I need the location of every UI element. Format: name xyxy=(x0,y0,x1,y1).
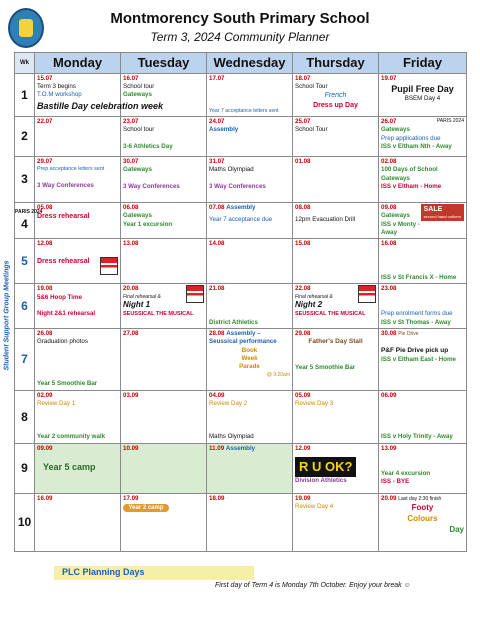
day-cell: 27.08 xyxy=(121,329,207,391)
day-cell: 06.09 ISS v Holy Trinity - Away xyxy=(379,390,467,443)
day-cell: 14.08 xyxy=(207,239,293,284)
col-tuesday: Tuesday xyxy=(121,53,207,74)
day-cell: 20.09 Last day 2:30 finish Footy Colours Day xyxy=(379,493,467,551)
planner-table xyxy=(14,52,467,552)
day-cell: 16.07 School tour Gateways xyxy=(121,73,207,116)
day-cell: 21.08 District Athletics xyxy=(207,284,293,329)
week-number: 3 xyxy=(15,157,35,203)
day-cell: 16.08 ISS v St Francis X - Home xyxy=(379,239,467,284)
day-cell: 29.08 Father's Day Stall Year 5 Smoothie Bar xyxy=(293,329,379,391)
week-number: 2 xyxy=(15,117,35,157)
header xyxy=(0,0,480,52)
week-number: 5 xyxy=(15,239,35,284)
footer-note: First day of Term 4 is Monday 7th October. Enjoy your break ☺ xyxy=(215,582,411,589)
sale-badge: SALE second hand uniform xyxy=(421,204,464,221)
week-row xyxy=(15,329,467,391)
week-number: 6 xyxy=(15,284,35,329)
day-cell: 25.07 School Tour xyxy=(293,117,379,157)
day-cell: 31.07 Maths Olympiad 3 Way Conferences xyxy=(207,157,293,203)
day-cell: 10.09 xyxy=(121,443,207,493)
ruok-logo: R U OK? xyxy=(295,457,356,477)
day-cell: 23.08 Prep enrolment forms due ISS v St Thomas - Away xyxy=(379,284,467,329)
day-cell: 26.07 PARIS 2024 Gateways Prep applications due ISS v Eltham Nth - Away xyxy=(379,117,467,157)
day-cell: 23.07 School tour 3-6 Athletics Day xyxy=(121,117,207,157)
page-title: Montmorency South Primary School xyxy=(110,10,370,27)
week-number: 9 xyxy=(15,443,35,493)
day-cell: 04.09 Review Day 2 Maths Olympiad xyxy=(207,390,293,443)
day-cell: 22.07 xyxy=(35,117,121,157)
week-number: 1 xyxy=(15,73,35,116)
day-cell: 18.09 xyxy=(207,493,293,551)
day-cell: 24.07 Assembly xyxy=(207,117,293,157)
day-cell: 06.08 Gateways Year 1 excursion xyxy=(121,203,207,239)
day-cell: 08.08 12pm Evacuation Drill xyxy=(293,203,379,239)
week-row xyxy=(15,117,467,157)
week-row xyxy=(15,239,467,284)
page-subtitle: Term 3, 2024 Community Planner xyxy=(150,30,330,44)
day-cell: 01.08 xyxy=(293,157,379,203)
day-cell: 15.08 xyxy=(293,239,379,284)
day-cell: SALE second hand uniform 09.08 Gateways ISS v Monty - Away xyxy=(379,203,467,239)
day-cell: 15.07 Term 3 begins T.O.M workshop Bastille Day celebration week xyxy=(35,73,121,116)
day-cell: 19.07 Pupil Free Day BSEM Day 4 xyxy=(379,73,467,116)
day-cell: 16.09 xyxy=(35,493,121,551)
day-cell: 02.08 100 Days of School Gateways ISS v Eltham - Home xyxy=(379,157,467,203)
week-row xyxy=(15,284,467,329)
day-cell: 12.08 Dress rehearsal xyxy=(35,239,121,284)
day-cell: 26.08 Graduation photos Year 5 Smoothie Bar xyxy=(35,329,121,391)
day-cell: 12.09 R U OK? Division Athletics xyxy=(293,443,379,493)
day-cell: 07.08 Assembly Year 7 acceptance due xyxy=(207,203,293,239)
week-number: 8 xyxy=(15,390,35,443)
week-row xyxy=(15,390,467,443)
day-cell: 22.08 Final rehearsal & Night 2 SEUSSICAL THE MUSICAL xyxy=(293,284,379,329)
day-cell: 18.07 School Tour French Dress up Day xyxy=(293,73,379,116)
day-cell: 28.08 Assembly – Seussical performance Book Week Parade @ 9:20am xyxy=(207,329,293,391)
week-number: 10 xyxy=(15,493,35,551)
day-cell: 19.08 5&6 Hoop Time Night 2&1 rehearsal xyxy=(35,284,121,329)
week-row xyxy=(15,157,467,203)
col-week: Wk xyxy=(15,53,35,74)
day-cell: 02.09 Review Day 1 Year 2 community walk xyxy=(35,390,121,443)
week-number: 7 xyxy=(15,329,35,391)
side-label: Student Support Group Meetings xyxy=(3,260,11,371)
week-row xyxy=(15,493,467,551)
cat-in-hat-icon xyxy=(186,285,204,303)
day-cell: 17.09 Year 2 camp xyxy=(121,493,207,551)
col-friday: Friday xyxy=(379,53,467,74)
day-cell: 17.07 Year 7 acceptance letters sent xyxy=(207,73,293,116)
day-cell: 30.08 Pie Drive P&F Pie Drive pick up ISS v Eltham East - Home xyxy=(379,329,467,391)
day-cell: 05.08 Dress rehearsal xyxy=(35,203,121,239)
week-row xyxy=(15,73,467,116)
day-cell: 30.07 Gateways 3 Way Conferences xyxy=(121,157,207,203)
day-cell: 29.07 Prep acceptance letters sent 3 Way Conferences xyxy=(35,157,121,203)
day-cell: 19.09 Review Day 4 xyxy=(293,493,379,551)
col-monday: Monday xyxy=(35,53,121,74)
day-cell: 05.09 Review Day 3 xyxy=(293,390,379,443)
week-row xyxy=(15,203,467,239)
day-cell: 13.09 Year 4 excursion ISS - BYE xyxy=(379,443,467,493)
week-number: PARIS 2024 4 xyxy=(15,203,35,239)
cat-in-hat-icon xyxy=(358,285,376,303)
week-row xyxy=(15,443,467,493)
day-cell: 11.09 Assembly xyxy=(207,443,293,493)
col-wednesday: Wednesday xyxy=(207,53,293,74)
day-cell: 20.08 Final rehearsal & Night 1 SEUSSICAL THE MUSICAL xyxy=(121,284,207,329)
day-cell: 09.09 Year 5 camp xyxy=(35,443,121,493)
col-thursday: Thursday xyxy=(293,53,379,74)
plc-planning-banner: PLC Planning Days xyxy=(54,566,254,580)
day-cell: 13.08 xyxy=(121,239,207,284)
day-cell: 03.09 xyxy=(121,390,207,443)
cat-in-hat-icon xyxy=(100,257,118,275)
